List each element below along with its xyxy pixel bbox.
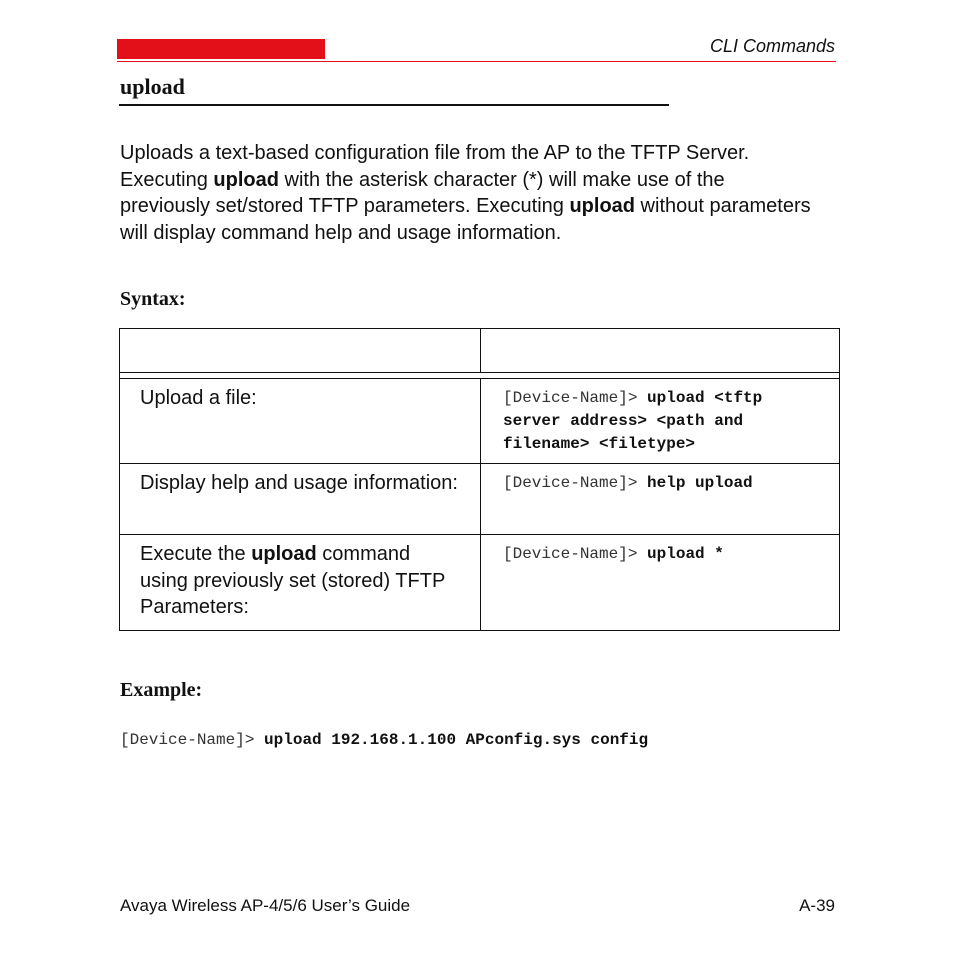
cli-command: upload 192.168.1.100 APconfig.sys config bbox=[264, 731, 649, 749]
description-text: without parameters will display command help and usage information. bbox=[120, 195, 811, 244]
running-header-title: CLI Commands bbox=[709, 36, 835, 56]
syntax-header-cell bbox=[120, 329, 481, 372]
description-text: Execute the bbox=[140, 543, 252, 565]
section-title: upload bbox=[120, 74, 185, 99]
footer-guide-title: Avaya Wireless AP-4/5/6 User’s Guide bbox=[120, 896, 411, 915]
cli-command: upload * bbox=[647, 545, 724, 563]
syntax-heading: Syntax: bbox=[120, 288, 186, 310]
table-row bbox=[120, 463, 839, 534]
syntax-table bbox=[119, 328, 840, 631]
syntax-header-cell bbox=[481, 329, 839, 372]
example-heading: Example: bbox=[120, 679, 203, 701]
description-bold-command: upload bbox=[569, 195, 635, 217]
description-bold-command: upload bbox=[251, 543, 317, 565]
description-paragraph bbox=[120, 140, 820, 246]
cli-command: help upload bbox=[647, 474, 753, 492]
header-rule bbox=[117, 61, 836, 62]
footer-page-number: A-39 bbox=[799, 896, 835, 915]
description-bold-command: upload bbox=[213, 168, 279, 191]
syntax-table-header-row bbox=[120, 329, 839, 373]
description-text: command using previously set (stored) TFTP Parameters: bbox=[140, 543, 445, 618]
cli-command: upload <tftp server address> <path and filename> <filetype> bbox=[503, 389, 763, 453]
cli-prompt: [Device-Name]> bbox=[503, 474, 638, 492]
syntax-description-cell: Display help and usage information: bbox=[120, 464, 481, 534]
syntax-command-cell bbox=[481, 464, 839, 534]
cli-prompt: [Device-Name]> bbox=[503, 545, 638, 563]
example-command-line bbox=[120, 731, 648, 749]
cli-prompt: [Device-Name]> bbox=[503, 389, 638, 407]
syntax-description-cell: Upload a file: bbox=[120, 379, 481, 463]
syntax-command-cell bbox=[481, 535, 839, 630]
header-accent-bar bbox=[117, 39, 325, 59]
table-row bbox=[120, 378, 839, 463]
syntax-description-cell bbox=[120, 535, 481, 630]
syntax-command-cell bbox=[481, 379, 839, 463]
table-row bbox=[120, 534, 839, 630]
description-text: Uploads a text-based configuration file from the AP to the TFTP Server. Executing bbox=[120, 142, 750, 191]
section-title-underline bbox=[119, 104, 669, 106]
cli-prompt: [Device-Name]> bbox=[120, 731, 255, 749]
description-text: with the asterisk character (*) will make use of the previously set/stored TFTP parameters. Executing bbox=[120, 168, 725, 217]
